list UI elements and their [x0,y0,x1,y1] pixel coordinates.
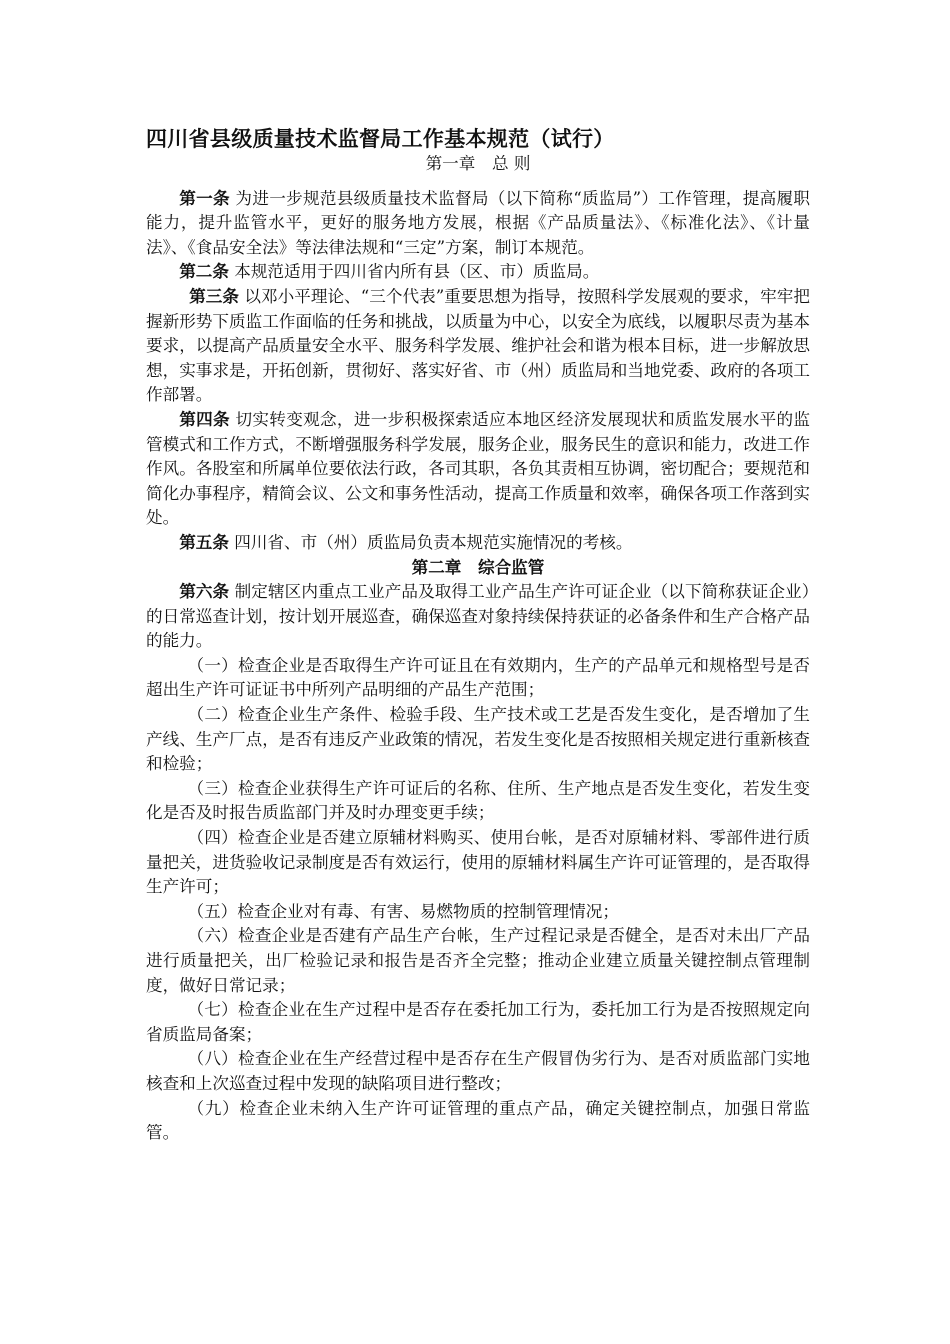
document-title: 四川省县级质量技术监督局工作基本规范（试行） [146,127,615,151]
article-4 [146,408,810,531]
article-1-text: 为进一步规范县级质量技术监督局（以下简称“质监局”）工作管理，提高履职能力，提升监管水平，更好的服务地方发展，根据《产品质量法》、《标准化法》、《计量法》、《食品安全法》等法律法规和“三定”方案，制订本规范。 [146,188,810,257]
article-2-label: 第二条 [179,262,229,282]
article-4-label: 第四条 [179,409,230,429]
article-2 [146,260,810,285]
list-item: （三）检查企业获得生产许可证后的名称、住所、生产地点是否发生变化，若发生变化是否及时报告质监部门并及时办理变更手续； [146,778,810,823]
article-3 [146,285,810,408]
article-1-label: 第一条 [179,188,230,208]
list-item: （八）检查企业在生产经营过程中是否存在生产假冒伪劣行为、是否对质监部门实地核查和上次巡查过程中发现的缺陷项目进行整改； [146,1049,810,1093]
article-5 [146,531,810,556]
article-3-text: 以邓小平理论、“三个代表”重要思想为指导，按照科学发展观的要求，牢牢把握新形势下质监工作面临的任务和挑战，以质量为中心，以安全为底线，以履职尽责为基本要求，以提高产品质量安全水平、服务科学发展、维护社会和谐为根本目标，进一步解放思想，实事求是，开拓创新，贯彻好、落实好省、市（州）质监局和当地党委、政府的各项工作部署。 [146,286,811,405]
chapter-2-heading: 第二章 综合监管 [411,557,545,577]
document-page [146,126,810,1146]
chapter-1-heading: 第一章 总 则 [425,154,531,173]
article-5-label: 第五条 [179,532,229,552]
list-item: （九）检查企业未纳入生产许可证管理的重点产品，确定关键控制点，加强日常监管。 [146,1098,810,1143]
article-3-label: 第三条 [189,286,240,306]
list-item: （四）检查企业是否建立原辅材料购买、使用台帐，是否对原辅材料、零部件进行质量把关，进货验收记录制度是否有效运行，使用的原辅材料属生产许可证管理的，是否取得生产许可； [146,828,810,897]
article-6-label: 第六条 [179,582,230,602]
list-item: （五）检查企业对有毒、有害、易燃物质的控制管理情况； [187,901,619,921]
article-4-text: 切实转变观念，进一步积极探索适应本地区经济发展现状和质监发展水平的监管模式和工作方式，不断增强服务科学发展，服务企业，服务民生的意识和能力，改进工作作风。各股室和所属单位要依法行政，各司其职，各负其责相互协调，密切配合；要规范和简化办事程序，精简会议、公文和事务性活动，提高工作质量和效率，确保各项工作落到实处。 [146,409,810,528]
list-item: （六）检查企业是否建有产品生产台帐，生产过程记录是否健全，是否对未出厂产品进行质量把关，出厂检验记录和报告是否齐全完整；推动企业建立质量关键控制点管理制度，做好日常记录； [146,926,810,995]
article-6-text: 制定辖区内重点工业产品及取得工业产品生产许可证企业（以下简称获证企业）的日常巡查计划，按计划开展巡查，确保巡查对象持续保持获证的必备条件和生产合格产品的能力。 [146,582,810,651]
list-item: （七）检查企业在生产过程中是否存在委托加工行为，委托加工行为是否按照规定向省质监局备案； [146,1000,810,1044]
article-5-text: 四川省、市（州）质监局负责本规范实施情况的考核。 [228,532,633,552]
article-2-text: 本规范适用于四川省内所有县（区、市）质监局。 [228,262,600,282]
article-6 [146,580,810,654]
list-item: （二）检查企业生产条件、检验手段、生产技术或工艺是否发生变化，是否增加了生产线、生产厂点，是否有违反产业政策的情况，若发生变化是否按照相关规定进行重新核查和检验； [146,705,810,774]
list-item: （一）检查企业是否取得生产许可证且在有效期内，生产的产品单元和规格型号是否超出生产许可证证书中所列产品明细的产品生产范围； [146,655,810,700]
article-1 [146,187,810,261]
